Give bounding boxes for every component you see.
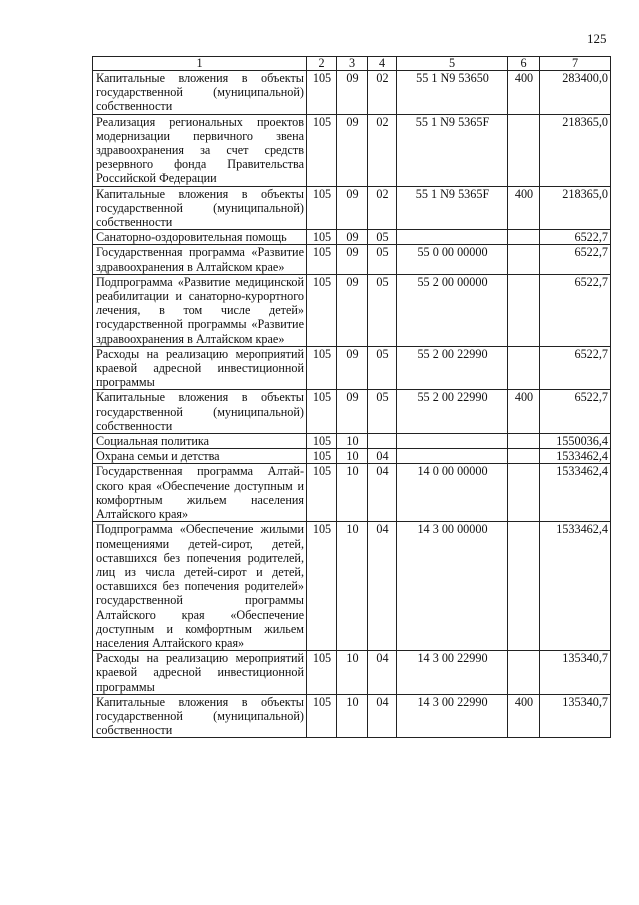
row-subsection: 04 [368, 651, 397, 695]
row-subsection: 02 [368, 114, 397, 186]
row-sum: 6522,7 [540, 245, 611, 274]
row-sum: 6522,7 [540, 390, 611, 434]
row-section: 10 [337, 449, 368, 464]
row-name: Государственная программа «Развитие здравоохранения в Алтайском крае» [93, 245, 307, 274]
row-subsection [368, 434, 397, 449]
table-row [93, 694, 611, 738]
table-row [93, 245, 611, 274]
row-ministry: 105 [307, 186, 337, 230]
row-name: Капитальные вложения в объекты государственной (муниципальной) собственности [93, 71, 307, 115]
row-sum: 1533462,4 [540, 449, 611, 464]
row-subsection: 05 [368, 274, 397, 346]
row-type [508, 346, 540, 390]
row-sum: 218365,0 [540, 114, 611, 186]
row-sum: 135340,7 [540, 694, 611, 738]
column-header-name: 1 [93, 57, 307, 71]
row-ministry: 105 [307, 71, 337, 115]
row-name: Охрана семьи и детства [93, 449, 307, 464]
row-sum: 1533462,4 [540, 522, 611, 651]
row-type [508, 464, 540, 522]
row-target [397, 434, 508, 449]
row-subsection: 04 [368, 522, 397, 651]
row-name: Государственная программа Алтайского края «Обеспечение доступным и комфортным жильем населения Алтайского края» [93, 464, 307, 522]
row-ministry: 105 [307, 434, 337, 449]
row-name: Подпрограмма «Развитие медицинской реабилитации и санаторно-курортного лечения, в том числе детей» государственной программы «Развитие здравоохранения в Алтайском крае» [93, 274, 307, 346]
table-row [93, 651, 611, 695]
row-target: 55 2 00 22990 [397, 390, 508, 434]
table-row [93, 464, 611, 522]
row-name: Подпрограмма «Обеспечение жилыми помещениями детей-сирот, детей, оставшихся без попечения родителей, лиц из числа детей-сирот и детей, оставшихся без попечения родителей» государственной программы Алтайского края «Обеспечение доступным и комфортным жильем населения Алтайского края» [93, 522, 307, 651]
column-header-section: 3 [337, 57, 368, 71]
row-section: 10 [337, 522, 368, 651]
row-section: 10 [337, 651, 368, 695]
row-target: 55 1 N9 53650 [397, 71, 508, 115]
row-type [508, 522, 540, 651]
row-section: 09 [337, 390, 368, 434]
row-name: Расходы на реализацию мероприятий краевой адресной инвестиционной программы [93, 346, 307, 390]
row-section: 09 [337, 245, 368, 274]
row-ministry: 105 [307, 230, 337, 245]
row-type: 400 [508, 186, 540, 230]
row-target: 55 0 00 00000 [397, 245, 508, 274]
column-header-target: 5 [397, 57, 508, 71]
row-subsection: 05 [368, 245, 397, 274]
row-name: Капитальные вложения в объекты государственной (муниципальной) собственности [93, 390, 307, 434]
table-row [93, 449, 611, 464]
row-target: 55 1 N9 5365F [397, 114, 508, 186]
column-header-ministry: 2 [307, 57, 337, 71]
row-section: 09 [337, 230, 368, 245]
row-type [508, 114, 540, 186]
row-name: Расходы на реализацию мероприятий краевой адресной инвестиционной программы [93, 651, 307, 695]
row-type: 400 [508, 694, 540, 738]
row-subsection: 04 [368, 694, 397, 738]
row-target: 14 3 00 00000 [397, 522, 508, 651]
row-sum: 6522,7 [540, 346, 611, 390]
table-row [93, 522, 611, 651]
row-ministry: 105 [307, 390, 337, 434]
row-section: 09 [337, 274, 368, 346]
budget-table [92, 56, 611, 738]
row-subsection: 02 [368, 71, 397, 115]
row-target: 14 0 00 00000 [397, 464, 508, 522]
row-subsection: 05 [368, 230, 397, 245]
column-header-sum: 7 [540, 57, 611, 71]
row-sum: 218365,0 [540, 186, 611, 230]
row-target: 14 3 00 22990 [397, 694, 508, 738]
row-target: 55 1 N9 5365F [397, 186, 508, 230]
row-subsection: 05 [368, 346, 397, 390]
table-row [93, 186, 611, 230]
row-name: Реализация региональных проектов модернизации первичного звена здравоохранения за счет средств резервного фонда Правительства Российской Федерации [93, 114, 307, 186]
row-type: 400 [508, 390, 540, 434]
row-sum: 6522,7 [540, 274, 611, 346]
row-ministry: 105 [307, 464, 337, 522]
row-name: Социальная политика [93, 434, 307, 449]
row-ministry: 105 [307, 274, 337, 346]
table-row [93, 230, 611, 245]
row-type [508, 651, 540, 695]
row-section: 10 [337, 464, 368, 522]
column-header-subsection: 4 [368, 57, 397, 71]
table-row [93, 346, 611, 390]
row-sum: 283400,0 [540, 71, 611, 115]
row-section: 09 [337, 114, 368, 186]
row-sum: 135340,7 [540, 651, 611, 695]
row-subsection: 05 [368, 390, 397, 434]
row-section: 09 [337, 346, 368, 390]
table-header [93, 57, 611, 71]
row-target: 55 2 00 22990 [397, 346, 508, 390]
row-ministry: 105 [307, 651, 337, 695]
row-target: 55 2 00 00000 [397, 274, 508, 346]
row-ministry: 105 [307, 245, 337, 274]
row-name: Капитальные вложения в объекты государственной (муниципальной) собственности [93, 186, 307, 230]
table-row [93, 390, 611, 434]
row-ministry: 105 [307, 449, 337, 464]
column-header-type: 6 [508, 57, 540, 71]
row-section: 09 [337, 186, 368, 230]
table-body [93, 71, 611, 738]
row-target [397, 449, 508, 464]
row-name: Санаторно-оздоровительная помощь [93, 230, 307, 245]
row-type: 400 [508, 71, 540, 115]
table-row [93, 71, 611, 115]
row-sum: 1533462,4 [540, 464, 611, 522]
row-type [508, 449, 540, 464]
row-type [508, 274, 540, 346]
row-ministry: 105 [307, 694, 337, 738]
row-section: 09 [337, 71, 368, 115]
row-ministry: 105 [307, 114, 337, 186]
row-type [508, 434, 540, 449]
row-sum: 1550036,4 [540, 434, 611, 449]
page-number: 125 [587, 31, 607, 46]
row-ministry: 105 [307, 522, 337, 651]
row-target: 14 3 00 22990 [397, 651, 508, 695]
table-row [93, 114, 611, 186]
row-sum: 6522,7 [540, 230, 611, 245]
row-subsection: 04 [368, 464, 397, 522]
header-row [93, 57, 611, 71]
row-type [508, 230, 540, 245]
row-target [397, 230, 508, 245]
row-ministry: 105 [307, 346, 337, 390]
row-section: 10 [337, 694, 368, 738]
row-type [508, 245, 540, 274]
row-subsection: 04 [368, 449, 397, 464]
table-row [93, 434, 611, 449]
row-section: 10 [337, 434, 368, 449]
row-name: Капитальные вложения в объекты государственной (муниципальной) собственности [93, 694, 307, 738]
table-row [93, 274, 611, 346]
row-subsection: 02 [368, 186, 397, 230]
